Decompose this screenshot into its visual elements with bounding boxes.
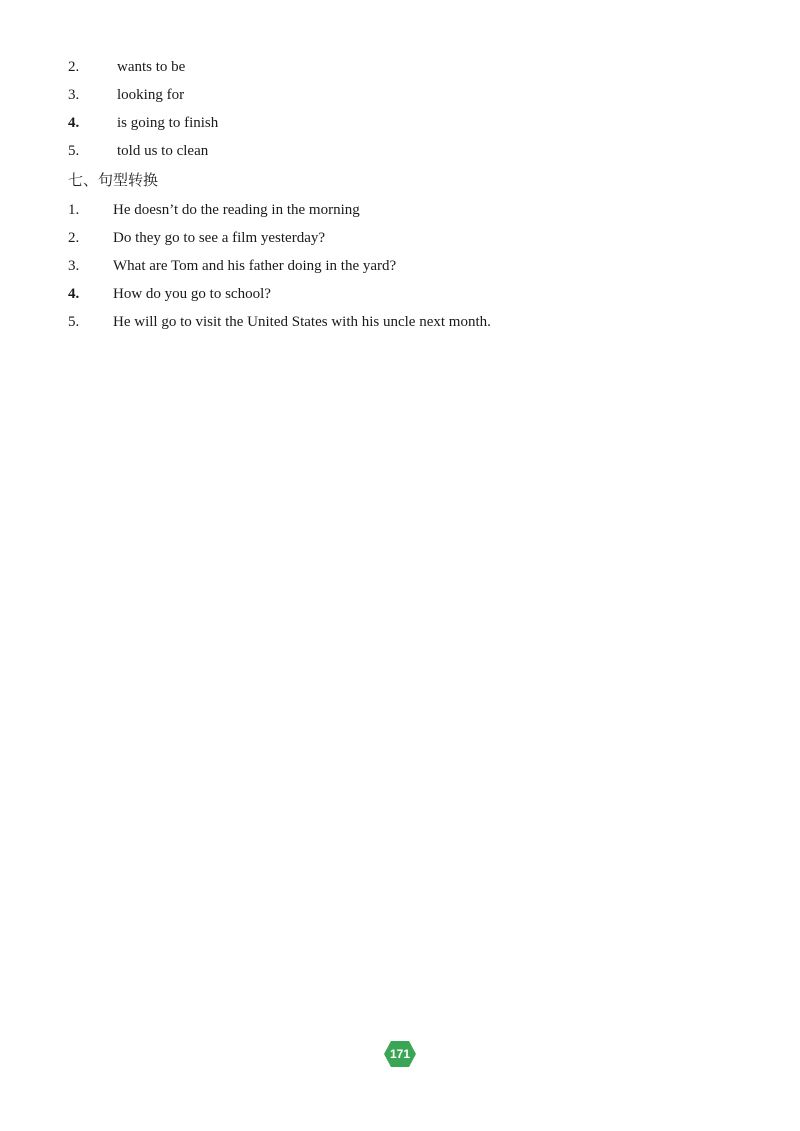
item-text: wants to be [117,59,186,75]
list-item [68,252,768,280]
item-number: 2. [68,59,80,75]
item-number: 5. [68,314,80,330]
answer-list-part-2 [68,196,768,336]
list-item [68,280,768,308]
item-number: 5. [68,143,80,159]
page-number: 171 [389,1047,411,1061]
item-text: is going to finish [117,115,219,131]
item-text: He doesn’t do the reading in the morning [113,202,360,218]
item-number: 1. [68,202,80,218]
item-number: 4. [68,115,80,131]
list-item [68,224,768,252]
list-item [68,196,768,224]
list-item [68,308,768,336]
item-text: told us to clean [117,143,209,159]
item-text: How do you go to school? [113,286,271,302]
item-number: 3. [68,258,80,274]
item-text: What are Tom and his father doing in the yard? [113,258,397,274]
item-number: 3. [68,87,80,103]
list-item [68,109,768,137]
section-heading: 七、句型转换 [68,171,159,189]
item-text: Do they go to see a film yesterday? [113,230,326,246]
list-item [68,81,768,109]
list-item [68,53,768,81]
item-text: He will go to visit the United States with his uncle next month. [113,314,491,330]
list-item [68,137,768,165]
answer-list-part-1 [68,53,768,165]
item-number: 4. [68,286,80,302]
item-number: 2. [68,230,80,246]
page-number-badge [383,1040,417,1068]
item-text: looking for [117,87,185,103]
